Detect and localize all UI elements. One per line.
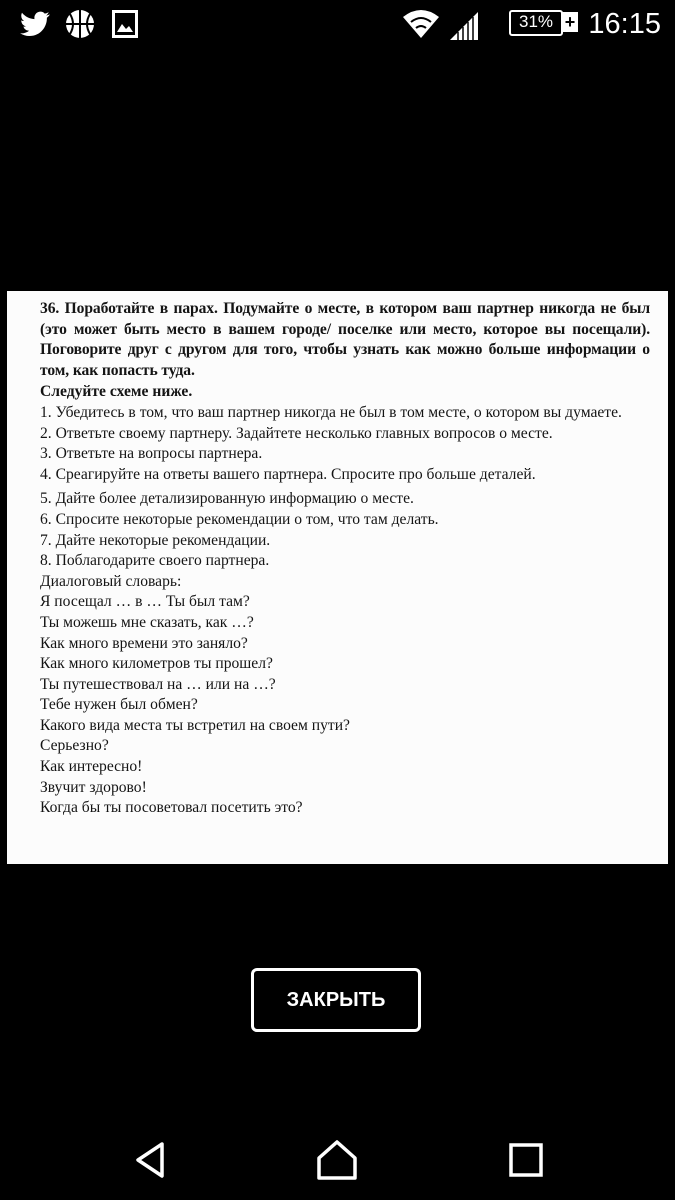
exercise-instructions: 36. Поработайте в парах. Подумайте о месте, в котором ваш партнер никогда не был (это может быть место в вашем городе/ поселке или место, которое вы посещали). Поговорите друг с другом для того, чтобы узнать как можно больше информации о том, как попасть туда. <box>40 300 650 379</box>
phrase-item: Как интересно! <box>40 758 143 776</box>
battery-charging-icon: 31% + <box>509 10 571 36</box>
navigation-bar <box>0 1110 675 1200</box>
step-item: 2. Ответьте своему партнеру. Задайтете несколько главных вопросов о месте. <box>40 424 553 442</box>
wifi-icon <box>402 8 440 45</box>
document-image <box>7 291 668 864</box>
step-item: 5. Дайте более детализированную информацию о месте. <box>40 490 414 508</box>
phrase-item: Тебе нужен был обмен? <box>40 696 198 714</box>
phrase-item: Как много километров ты прошел? <box>40 655 273 673</box>
document-text <box>40 299 650 819</box>
phrase-item: Я посещал … в … Ты был там? <box>40 593 250 611</box>
phrase-item: Какого вида места ты встретил на своем пути? <box>40 716 350 734</box>
clock: 16:15 <box>588 8 661 40</box>
basketball-icon <box>64 8 96 45</box>
status-bar <box>0 0 675 48</box>
image-icon <box>112 10 138 43</box>
phrase-item: Серьезно? <box>40 737 109 755</box>
battery-level: 31% <box>518 12 554 31</box>
home-icon[interactable] <box>313 1136 361 1184</box>
phrase-item: Как много времени это заняло? <box>40 634 248 652</box>
scheme-title: Следуйте схеме ниже. <box>40 383 193 401</box>
recents-icon[interactable] <box>502 1136 550 1184</box>
step-item: 3. Ответьте на вопросы партнера. <box>40 445 263 463</box>
step-item: 7. Дайте некоторые рекомендации. <box>40 531 271 549</box>
step-item: 6. Спросите некоторые рекомендации о том, что там делать. <box>40 510 439 528</box>
vocabulary-title: Диалоговый словарь: <box>40 572 182 590</box>
back-icon[interactable] <box>128 1136 176 1184</box>
step-item: 1. Убедитесь в том, что ваш партнер никогда не был в том месте, о котором вы думаете. <box>40 403 622 421</box>
step-item: 8. Поблагодарите своего партнера. <box>40 552 270 570</box>
phrase-item: Звучит здорово! <box>40 778 147 796</box>
phrase-item: Ты можешь мне сказать, как …? <box>40 613 254 631</box>
phrase-item: Ты путешествовал на … или на …? <box>40 675 276 693</box>
twitter-icon <box>20 11 50 42</box>
close-button[interactable]: ЗАКРЫТЬ <box>251 968 421 1032</box>
signal-icon <box>450 12 480 45</box>
phrase-item: Когда бы ты посоветовал посетить это? <box>40 799 303 817</box>
step-item: 4. Среагируйте на ответы вашего партнера. Спросите про больше деталей. <box>40 465 536 483</box>
